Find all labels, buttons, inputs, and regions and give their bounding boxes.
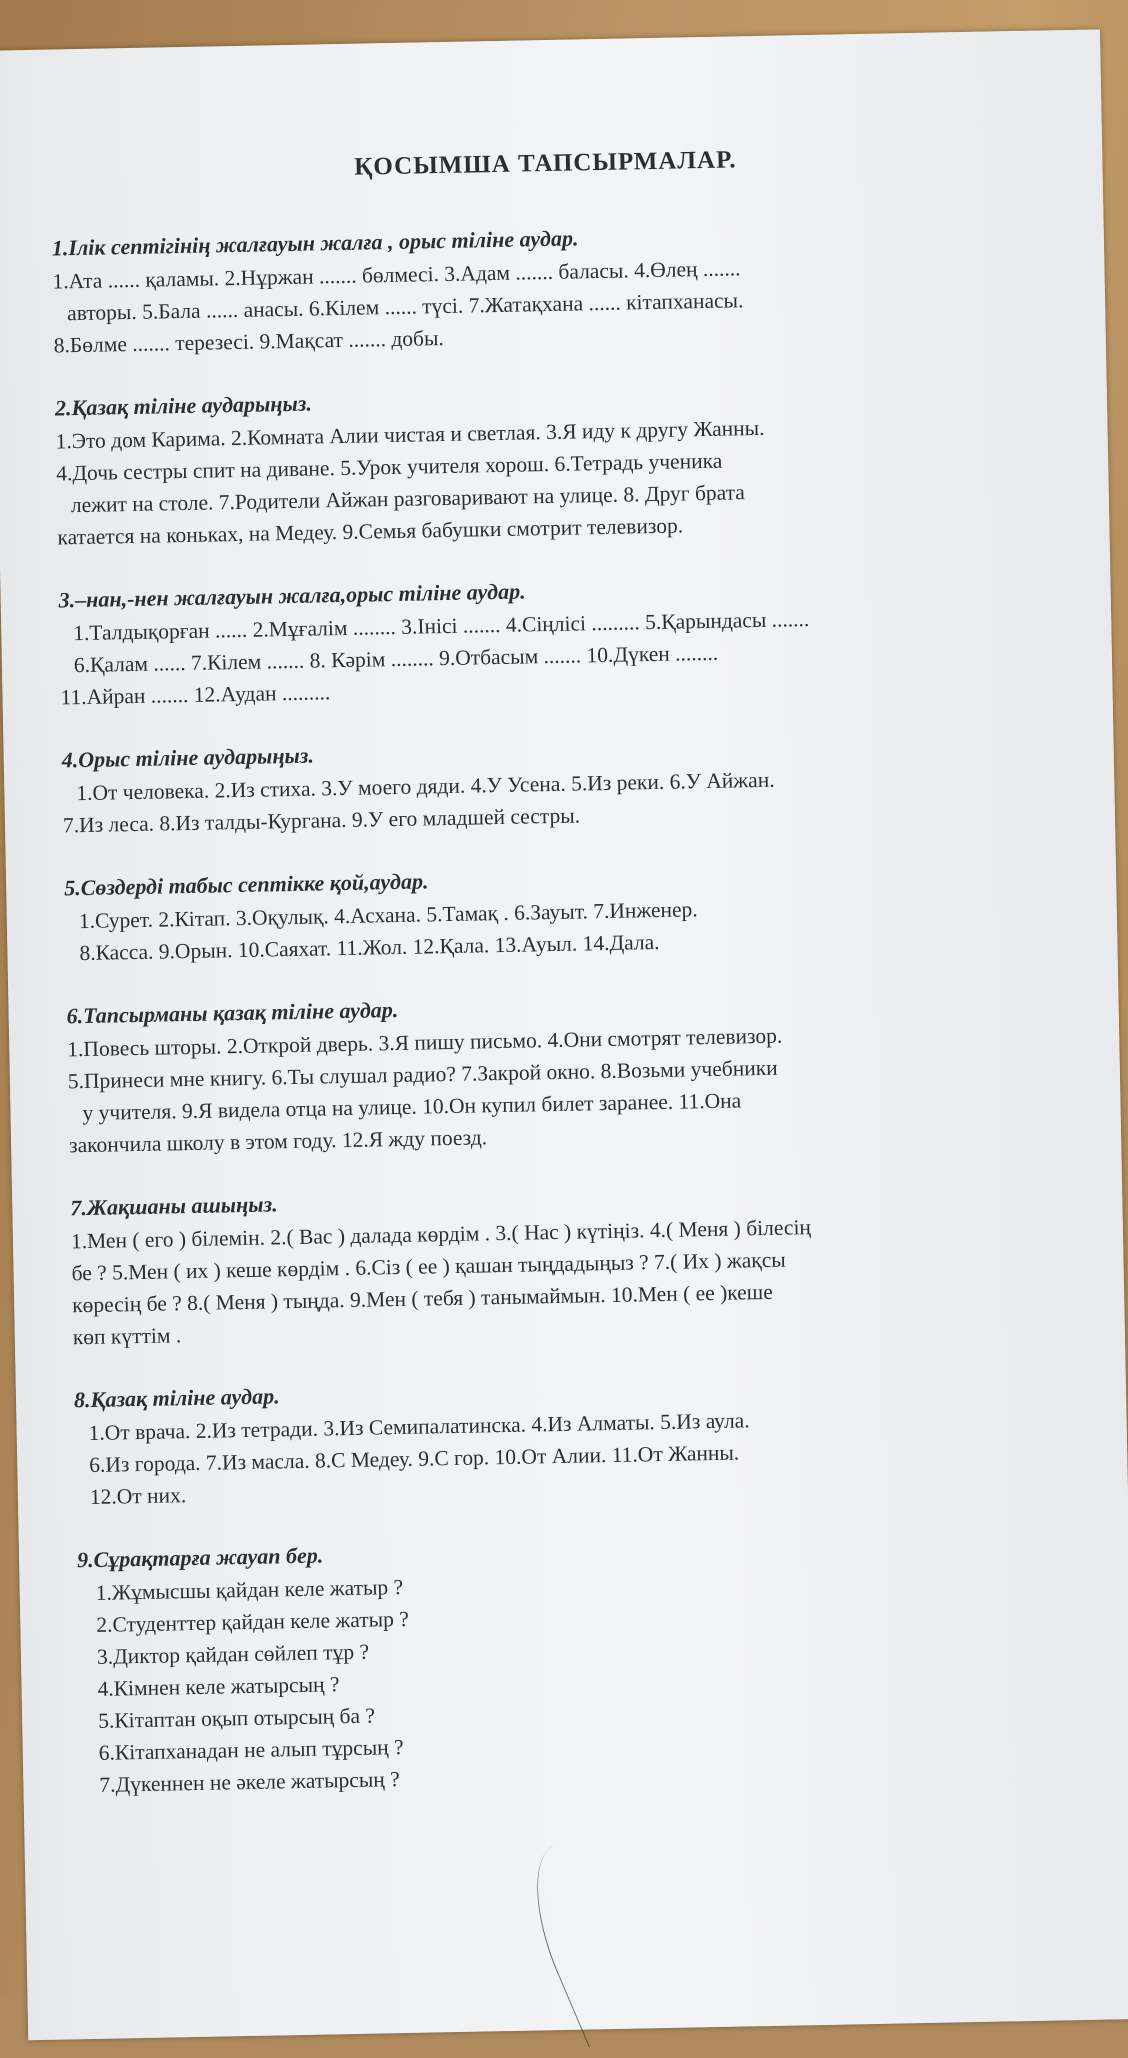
exercise-1 bbox=[52, 217, 1044, 362]
question-line: 6.Кітапханадан не алып тұрсың ? bbox=[98, 1735, 404, 1765]
exercise-line: 8.Касса. 9.Орын. 10.Саяхат. 11.Жол. 12.Қала. 13.Ауыл. 14.Дала. bbox=[79, 929, 660, 966]
exercise-line: лежит на столе. 7.Родители Айжан разговаривают на улице. 8. Друг брата bbox=[70, 480, 746, 518]
question-line: 1.Жұмысшы қайдан келе жатыр ? bbox=[95, 1575, 404, 1605]
question-line: 5.Кітаптан оқып отырсың ба ? bbox=[97, 1703, 376, 1733]
question-line: 7.Дүкеннен не әкеле жатырсың ? bbox=[99, 1767, 400, 1797]
exercise-line: 1.От человека. 2.Из стиха. 3.У моего дяди. 4.У Усена. 5.Из реки. 6.У Айжан. bbox=[76, 767, 775, 806]
worksheet-title: ҚОСЫМША ТАПСЫРМАЛАР. bbox=[354, 146, 737, 181]
worksheet-paper bbox=[0, 29, 1128, 2040]
exercise-2 bbox=[55, 376, 1048, 553]
question-line: 3.Диктор қайдан сөйлеп тұр ? bbox=[96, 1639, 370, 1669]
exercise-6 bbox=[66, 984, 1059, 1161]
exercise-heading: 6.Тапсырманы қазақ тіліне аудар. bbox=[66, 996, 399, 1029]
question-line: 2.Студенттер қайдан келе жатыр ? bbox=[96, 1606, 409, 1637]
exercise-line: көп күттім . bbox=[72, 1323, 182, 1350]
exercise-heading: 3.–нан,-нен жалғауын жалға,орыс тіліне аудар. bbox=[58, 578, 526, 613]
exercise-4 bbox=[61, 728, 1053, 841]
exercise-line: 11.Айран ....... 12.Аудан ......... bbox=[60, 680, 331, 710]
exercise-7 bbox=[70, 1176, 1063, 1353]
exercise-line: 1.Ата ...... қаламы. 2.Нұржан ....... бөлмесі. 3.Адам ....... баласы. 4.Өлең ....... bbox=[52, 256, 741, 294]
exercise-8 bbox=[74, 1368, 1066, 1513]
exercise-line: 1.Повесь шторы. 2.Открой дверь. 3.Я пишу письмо. 4.Они смотрят телевизор. bbox=[67, 1023, 783, 1062]
exercise-line: 1.Сурет. 2.Кітап. 3.Оқулық. 4.Асхана. 5.Тамақ . 6.Зауыт. 7.Инженер. bbox=[78, 897, 698, 934]
exercise-line: 1.Талдықорған ...... 2.Мұғалім ........ 3.Інісі ....... 4.Сіңлісі ......... 5.Қарындасы ....... bbox=[73, 607, 810, 646]
exercise-heading: 4.Орыс тіліне аударыңыз. bbox=[61, 742, 315, 773]
exercise-line: 1.От врача. 2.Из тетради. 3.Из Семипалатинска. 4.Из Алматы. 5.Из аула. bbox=[88, 1408, 750, 1446]
exercise-3 bbox=[58, 568, 1050, 713]
exercise-heading: 8.Қазақ тіліне аудар. bbox=[73, 1383, 280, 1413]
exercise-heading: 1.Ілік септігінің жалғауын жалға , орыс тіліне аудар. bbox=[51, 225, 579, 261]
exercise-line: у учителя. 9.Я видела отца на улице. 10.Он купил билет заранее. 11.Она bbox=[82, 1088, 742, 1126]
pen-stroke-mark bbox=[510, 1832, 663, 2048]
exercise-heading: 7.Жақшаны ашыңыз. bbox=[70, 1191, 278, 1221]
exercise-heading: 9.Сұрақтарға жауап бер. bbox=[76, 1542, 324, 1573]
exercise-heading: 2.Қазақ тіліне аударыңыз. bbox=[54, 390, 313, 421]
exercise-line: 1.Мен ( его ) білемін. 2.( Вас ) далада көрдім . 3.( Нас ) күтіңіз. 4.( Меня ) білесің bbox=[70, 1215, 812, 1254]
exercise-line: 6.Из города. 7.Из масла. 8.С Медеу. 9.С гор. 10.От Алии. 11.От Жанны. bbox=[89, 1440, 740, 1478]
exercise-5 bbox=[64, 856, 1056, 969]
exercise-line: 6.Қалам ...... 7.Кілем ....... 8. Кәрім ........ 9.Отбасым ....... 10.Дүкен ........ bbox=[73, 640, 719, 678]
exercise-line: 5.Принеси мне книгу. 6.Ты слушал радио? 7.Закрой окно. 8.Возьми учебники bbox=[67, 1055, 778, 1094]
exercise-line: бе ? 5.Мен ( их ) кеше көрдім . 6.Сіз ( ее ) қашан тыңдадыңыз ? 7.( Их ) жақсы bbox=[71, 1247, 786, 1286]
exercise-line: закончила школу в этом году. 12.Я жду поезд. bbox=[68, 1125, 488, 1158]
worksheet-content bbox=[50, 141, 1072, 1836]
exercise-line: көресің бе ? 8.( Меня ) тыңда. 9.Мен ( тебя ) танымаймын. 10.Мен ( ее )кеше bbox=[71, 1279, 774, 1318]
question-line: 4.Кімнен келе жатырсың ? bbox=[97, 1672, 340, 1701]
exercise-line: 7.Из леса. 8.Из талды-Кургана. 9.У его младшей сестры. bbox=[62, 803, 581, 838]
exercise-9 bbox=[77, 1528, 1072, 1801]
exercise-line: катается на коньках, на Медеу. 9.Семья бабушки смотрит телевизор. bbox=[57, 513, 684, 550]
exercise-line: 12.От них. bbox=[89, 1483, 187, 1510]
exercise-line: 4.Дочь сестры спит на диване. 5.Урок учителя хорош. 6.Тетрадь ученика bbox=[56, 448, 723, 486]
exercise-line: 8.Бөлме ....... терезесі. 9.Мақсат ....... добы. bbox=[53, 326, 444, 358]
exercise-heading: 5.Сөздерді табыс септікке қой,аудар. bbox=[63, 868, 429, 901]
exercise-line: авторы. 5.Бала ...... анасы. 6.Кілем ...... түсі. 7.Жатақхана ...... кітапханасы. bbox=[66, 288, 744, 326]
exercise-line: 1.Это дом Карима. 2.Комната Алии чистая и светлая. 3.Я иду к другу Жанны. bbox=[55, 415, 765, 454]
